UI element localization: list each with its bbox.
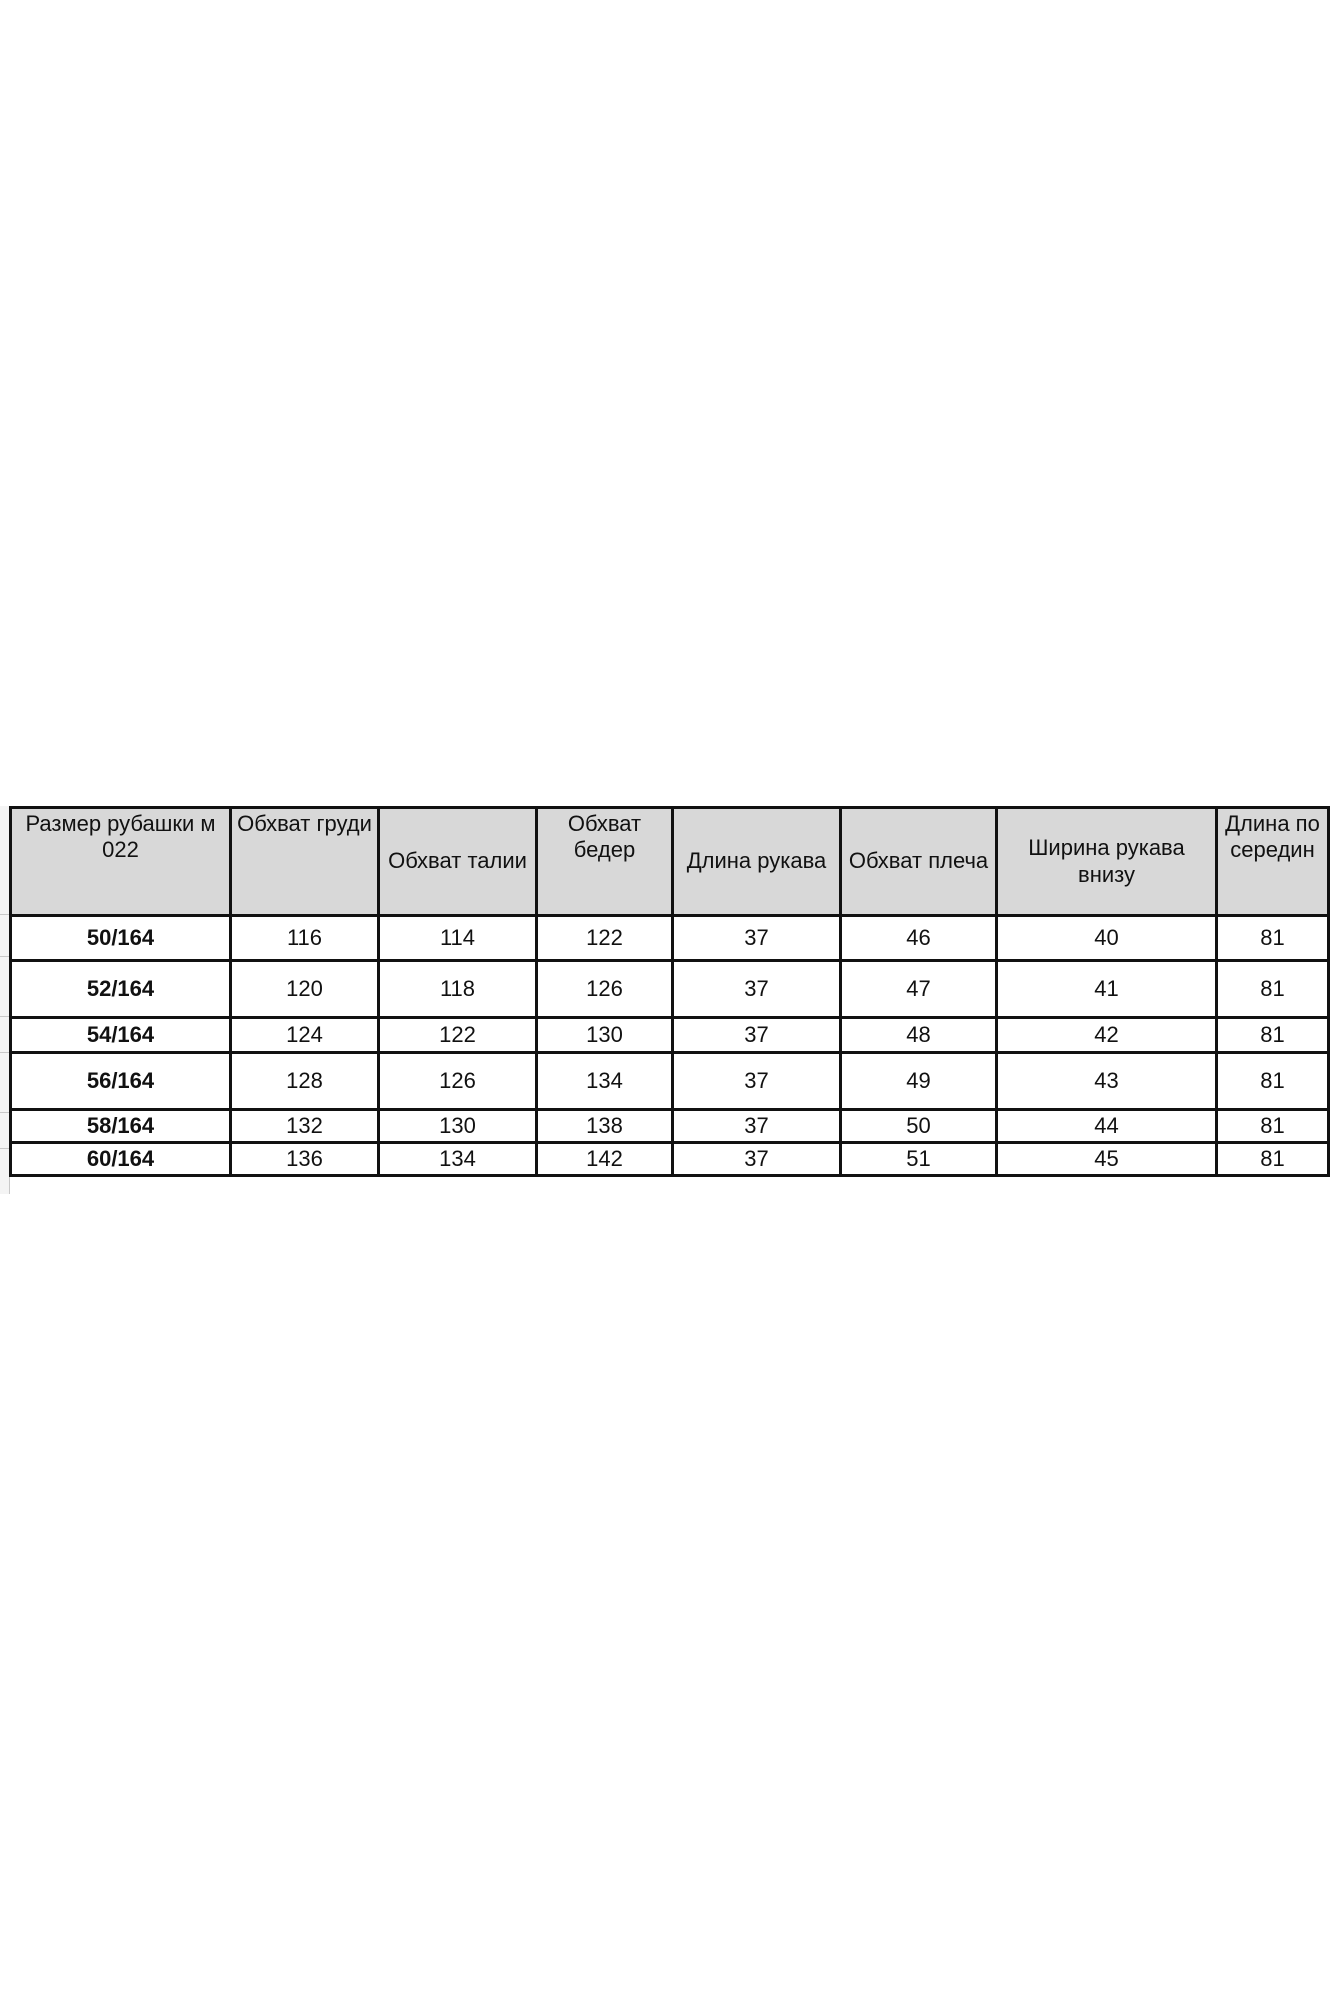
rail-divider [0,1016,9,1017]
rail-divider [0,956,9,957]
size-cell: 52/164 [11,961,231,1018]
shoulder-cell: 51 [841,1143,997,1176]
size-cell: 54/164 [11,1018,231,1053]
table-row [11,1018,1329,1053]
length-cell: 81 [1217,961,1329,1018]
header-shoulder: Обхват плеча [841,808,997,916]
waist-cell: 114 [379,916,537,961]
sleeve-width-cell: 42 [997,1018,1217,1053]
size-cell: 60/164 [11,1143,231,1176]
rail-divider [0,1148,9,1149]
chest-cell: 136 [231,1143,379,1176]
sleeve-width-cell: 40 [997,916,1217,961]
shoulder-cell: 48 [841,1018,997,1053]
size-chart-table [9,806,1330,1177]
length-cell: 81 [1217,1143,1329,1176]
rail-divider [0,1052,9,1053]
chest-cell: 120 [231,961,379,1018]
waist-cell: 130 [379,1110,537,1143]
header-chest: Обхват груди [231,808,379,916]
hips-cell: 130 [537,1018,673,1053]
header-length: Длина по середин [1217,808,1329,916]
waist-cell: 122 [379,1018,537,1053]
size-cell: 56/164 [11,1053,231,1110]
header-sleeve-width: Ширина рукава внизу [997,808,1217,916]
table-row [11,961,1329,1018]
sleeve-length-cell: 37 [673,1018,841,1053]
sleeve-width-cell: 45 [997,1143,1217,1176]
header-sleeve-length: Длина рукава [673,808,841,916]
size-cell: 58/164 [11,1110,231,1143]
sleeve-width-cell: 44 [997,1110,1217,1143]
rail-divider [0,1112,9,1113]
table-row [11,1110,1329,1143]
shoulder-cell: 46 [841,916,997,961]
chest-cell: 116 [231,916,379,961]
sleeve-length-cell: 37 [673,916,841,961]
sleeve-length-cell: 37 [673,1053,841,1110]
length-cell: 81 [1217,916,1329,961]
shoulder-cell: 49 [841,1053,997,1110]
shoulder-cell: 47 [841,961,997,1018]
shoulder-cell: 50 [841,1110,997,1143]
waist-cell: 134 [379,1143,537,1176]
waist-cell: 126 [379,1053,537,1110]
size-cell: 50/164 [11,916,231,961]
sleeve-width-cell: 41 [997,961,1217,1018]
sleeve-width-cell: 43 [997,1053,1217,1110]
header-row [11,808,1329,916]
header-size: Размер рубашки м 022 [11,808,231,916]
table-row [11,1143,1329,1176]
hips-cell: 122 [537,916,673,961]
chest-cell: 132 [231,1110,379,1143]
hips-cell: 134 [537,1053,673,1110]
chest-cell: 124 [231,1018,379,1053]
header-hips: Обхват бедер [537,808,673,916]
table-row [11,916,1329,961]
length-cell: 81 [1217,1053,1329,1110]
hips-cell: 142 [537,1143,673,1176]
length-cell: 81 [1217,1018,1329,1053]
rail-divider [0,914,9,915]
header-waist: Обхват талии [379,808,537,916]
length-cell: 81 [1217,1110,1329,1143]
hips-cell: 126 [537,961,673,1018]
chest-cell: 128 [231,1053,379,1110]
sleeve-length-cell: 37 [673,1143,841,1176]
sleeve-length-cell: 37 [673,961,841,1018]
sleeve-length-cell: 37 [673,1110,841,1143]
hips-cell: 138 [537,1110,673,1143]
table-row [11,1053,1329,1110]
waist-cell: 118 [379,961,537,1018]
